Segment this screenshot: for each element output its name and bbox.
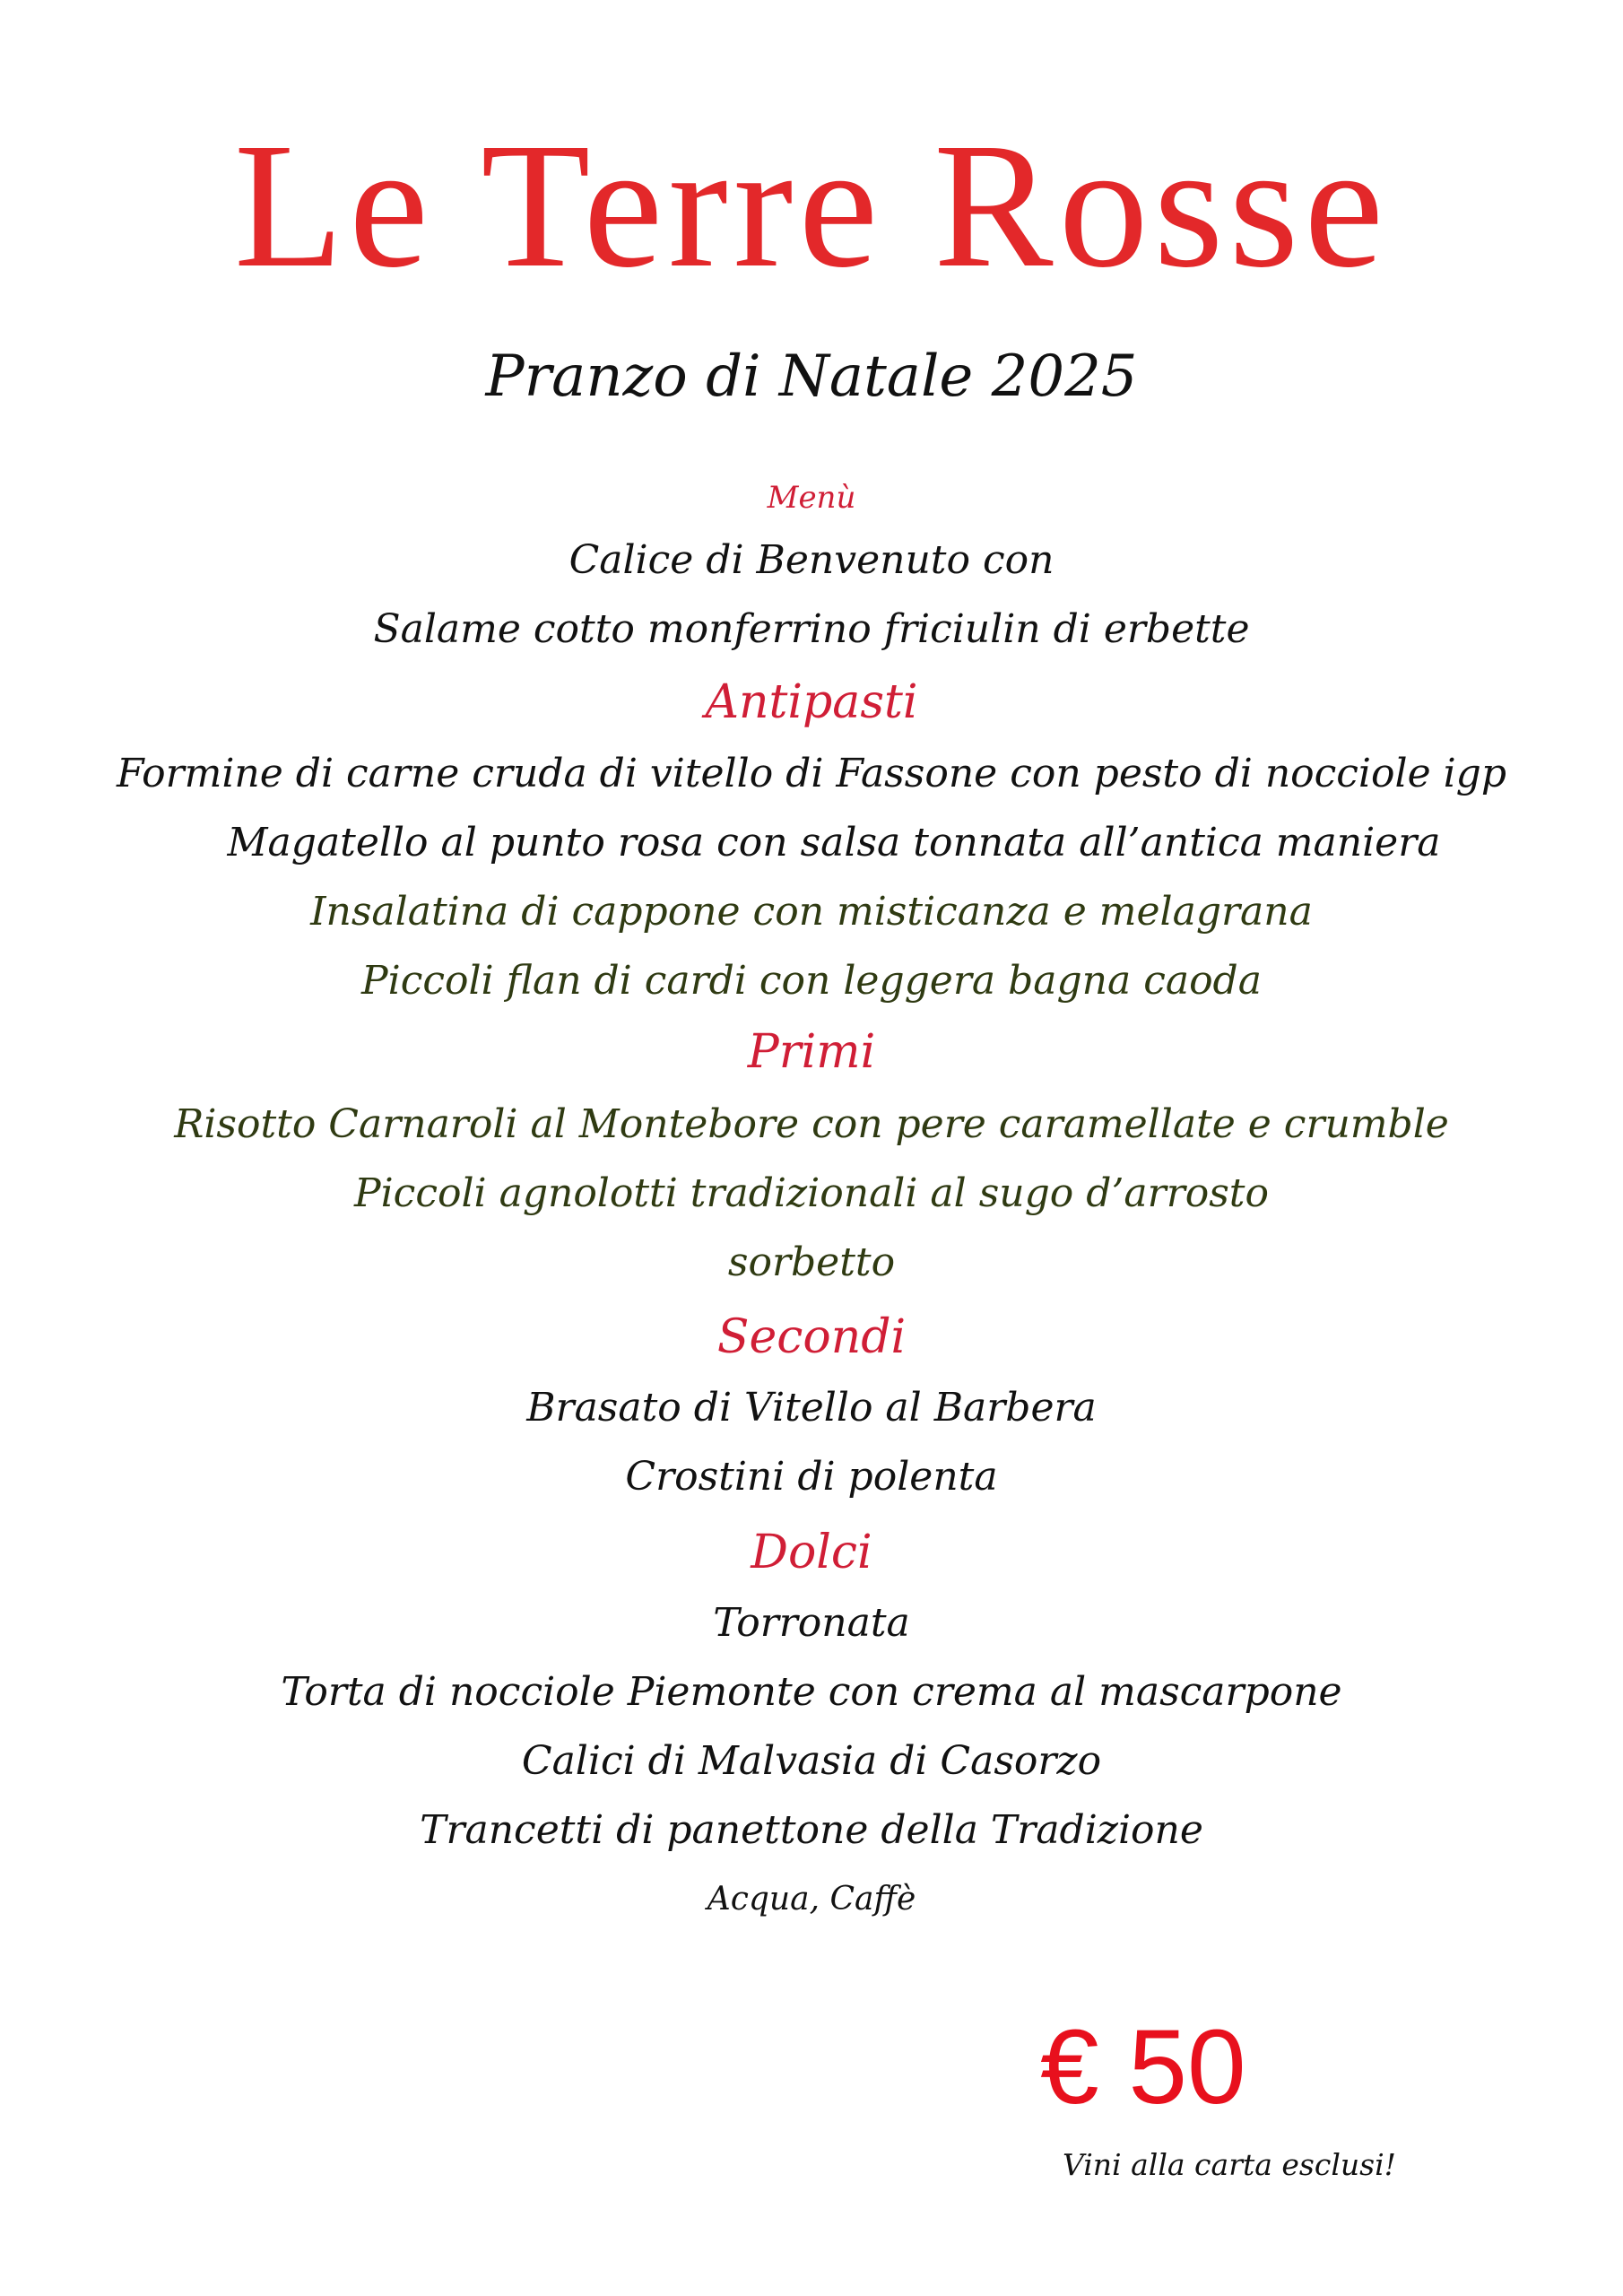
restaurant-name: Le Terre Rosse xyxy=(233,107,1390,305)
menu-item: Magatello al punto rosa con salsa tonnata all’antica maniera xyxy=(227,820,1441,865)
menu-label: Menù xyxy=(767,480,856,516)
menu-item: Calici di Malvasia di Casorzo xyxy=(521,1738,1102,1784)
menu-item: Crostini di polenta xyxy=(625,1454,998,1500)
menu-item: Insalatina di cappone con misticanza e melagrana xyxy=(310,889,1313,935)
event-title: Pranzo di Natale 2025 xyxy=(485,344,1138,410)
menu-item: Brasato di Vitello al Barbera xyxy=(526,1385,1097,1431)
welcome-line: Calice di Benvenuto con xyxy=(568,537,1055,583)
price: € 50 xyxy=(1040,2008,1246,2126)
menu-item: Torronata xyxy=(713,1600,910,1646)
menu-item: Piccoli flan di cardi con leggera bagna caoda xyxy=(361,958,1262,1004)
menu-item: Torta di nocciole Piemonte con crema al mascarpone xyxy=(281,1669,1342,1715)
price-note: Vini alla carta esclusi! xyxy=(1063,2147,1396,2182)
section-heading-antipasti: Antipasti xyxy=(705,675,918,729)
section-heading-secondi: Secondi xyxy=(716,1310,907,1364)
menu-item: sorbetto xyxy=(727,1239,896,1285)
menu-item: Formine di carne cruda di vitello di Fassone con pesto di nocciole igp xyxy=(116,751,1506,796)
section-heading-dolci: Dolci xyxy=(751,1526,872,1579)
welcome-line: Salame cotto monferrino friciulin di erbette xyxy=(373,606,1250,652)
menu-item: Risotto Carnaroli al Montebore con pere caramellate e crumble xyxy=(174,1101,1449,1147)
menu-item: Trancetti di panettone della Tradizione xyxy=(420,1807,1203,1853)
section-heading-primi: Primi xyxy=(747,1025,876,1079)
menu-item: Piccoli agnolotti tradizionali al sugo d’arrosto xyxy=(354,1170,1269,1216)
extras-line: Acqua, Caffè xyxy=(707,1881,916,1918)
